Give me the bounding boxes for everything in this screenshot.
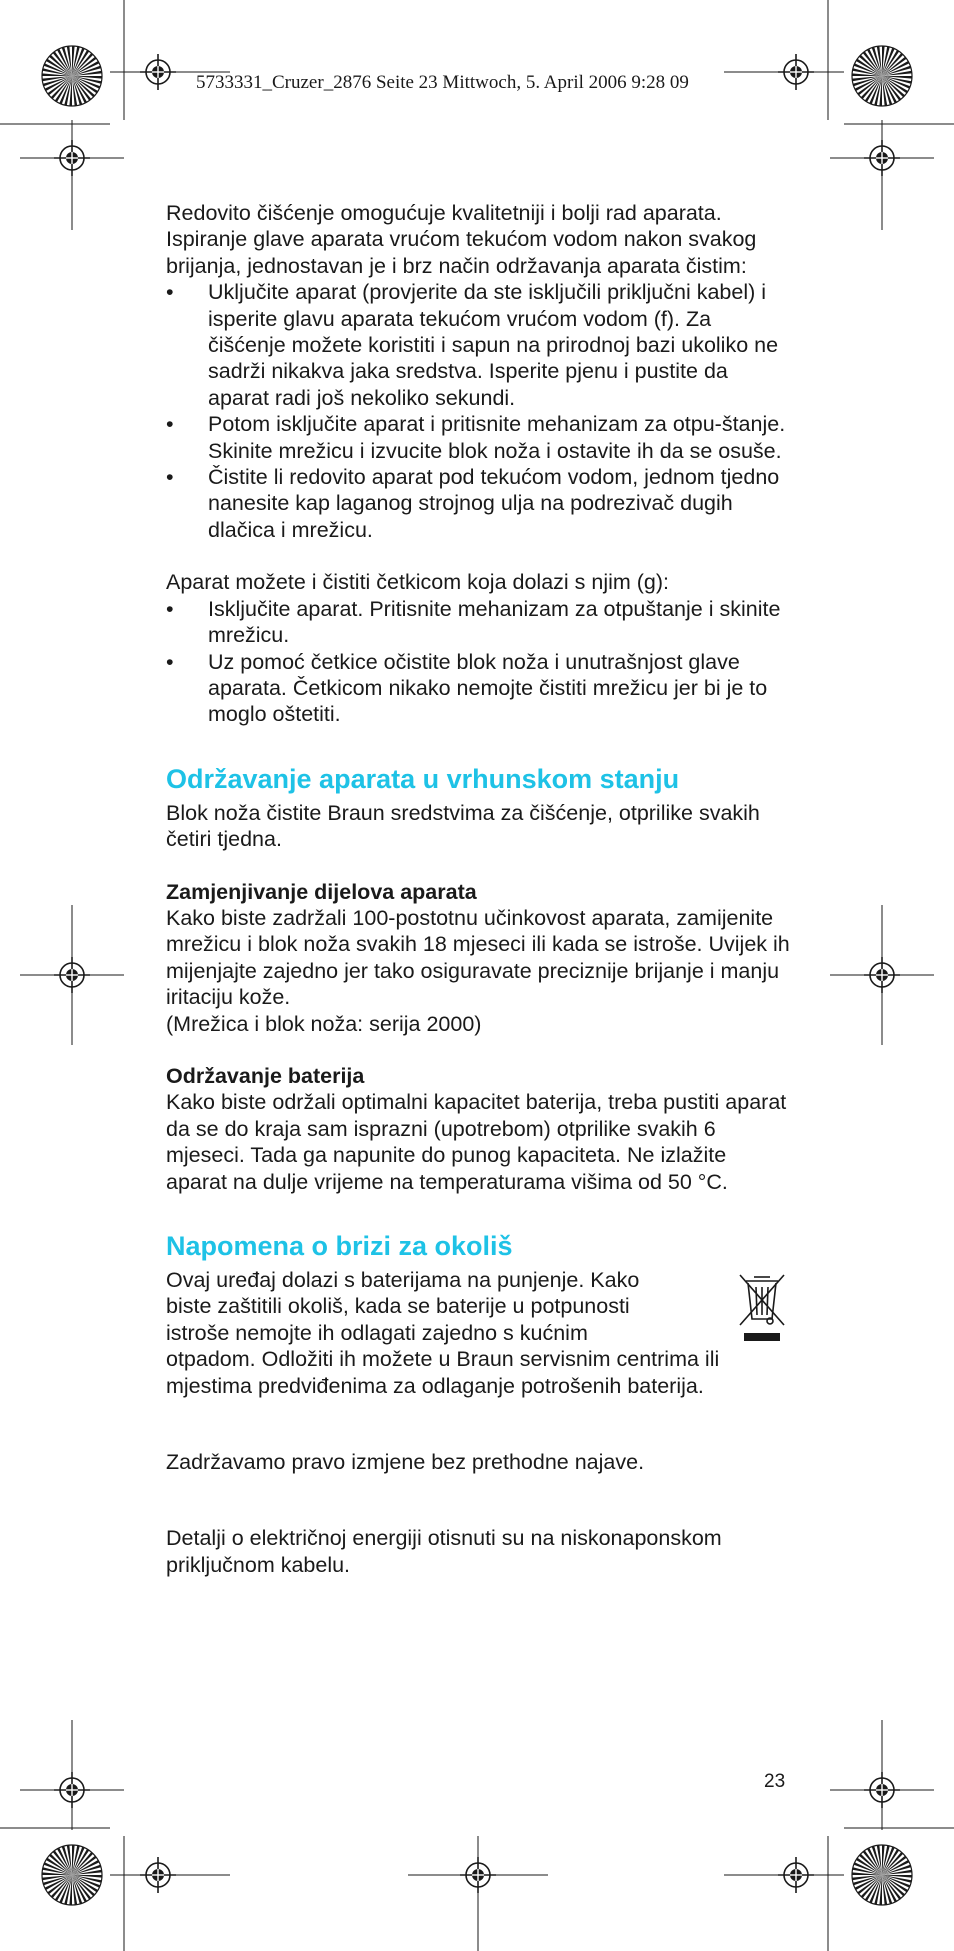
brush-paragraph: Aparat možete i čistiti četkicom koja dolazi s njim (g): bbox=[166, 570, 670, 595]
replacement-text: Kako biste zadržali 100-postotnu učinkovost aparata, zamijenite mrežicu i blok noža svakih 18 mjeseci ili kada se istroše. Uvijek ih mijenjajte zajedno jer tako osiguravate preciznije brijanje i manju iritaciju kože. bbox=[166, 905, 790, 1010]
environment-text-rest: otpadom. Odložiti ih možete u Braun servisnim centrima ili mjestima predviđenima za odlaganje potrošenih baterija. bbox=[166, 1347, 720, 1398]
list-item: • Isključite aparat. Pritisnite mehanizam za otpuštanje i skinite mrežicu. bbox=[166, 596, 790, 649]
replacement-note: (Mrežica i blok noža: serija 2000) bbox=[166, 1011, 482, 1036]
list-item: • Čistite li redovito aparat pod tekućom vodom, jednom tjedno nanesite kap laganog strojnog ulja na podrezivač dugih dlačica i mrežicu. bbox=[166, 464, 790, 543]
page-number: 23 bbox=[764, 1771, 786, 1792]
page-content bbox=[166, 200, 790, 1578]
environment-text-line: Ovaj uređaj dolazi s baterijama na punjenje. Kako bbox=[166, 1268, 640, 1292]
maintenance-text: Blok noža čistite Braun sredstvima za čišćenje, otprilike svakih četiri tjedna. bbox=[166, 800, 760, 852]
battery-heading: Održavanje baterija bbox=[166, 1063, 365, 1088]
environment-heading: Napomena o brizi za okoliš bbox=[166, 1231, 513, 1261]
reserve-notice: Zadržavamo pravo izmjene bez prethodne najave. bbox=[166, 1450, 645, 1475]
list-item: • Uz pomoć četkice očistite blok noža i unutrašnjost glave aparata. Četkicom nikako nemojte čistiti mrežicu jer bi je to moglo oštetiti. bbox=[166, 649, 790, 728]
battery-text: Kako biste održali optimalni kapacitet baterija, treba pustiti aparat da se do kraja sam isprazni (upotrebom) otprilike svakih 6 mjeseci. Tada ga napunite do punog kapaciteta. Ne izlažite aparat na dulje vrijeme na temperaturama višima od 50 °C. bbox=[166, 1090, 787, 1194]
environment-section bbox=[166, 1267, 790, 1399]
electrical-notice: Detalji o električnoj energiji otisnuti su na niskonaponskom priključnom kabelu. bbox=[166, 1526, 722, 1577]
star-target-icon bbox=[852, 46, 912, 106]
cleaning-steps-list bbox=[166, 279, 790, 543]
list-item: • Uključite aparat (provjerite da ste isključili priključni kabel) i isperite glavu aparata tekućom vrućom vodom (f). Za čišćenje možete koristiti i sapun na prirodnoj bazi ukoliko ne sadrži nikakva jaka sredstva. Isperite pjenu i pustite da aparat radi još nekoliko sekundi. bbox=[166, 279, 790, 411]
star-target-icon bbox=[852, 1845, 912, 1905]
star-target-icon bbox=[42, 46, 102, 106]
environment-text-line: istroše nemojte ih odlagati zajedno s kućnim bbox=[166, 1320, 588, 1345]
star-target-icon bbox=[42, 1845, 102, 1905]
replacement-heading: Zamjenjivanje dijelova aparata bbox=[166, 879, 477, 904]
list-item: • Potom isključite aparat i pritisnite mehanizam za otpu-štanje. Skinite mrežicu i izvucite blok noža i ostavite ih da se osuše. bbox=[166, 411, 790, 464]
crossed-out-wheelie-bin-icon bbox=[736, 1271, 788, 1345]
maintenance-heading: Održavanje aparata u vrhunskom stanju bbox=[166, 763, 680, 794]
brush-steps-list bbox=[166, 596, 790, 728]
environment-text-line: biste zaštitili okoliš, kada se baterije u potpunosti bbox=[166, 1294, 630, 1319]
print-slug-line: 5733331_Cruzer_2876 Seite 23 Mittwoch, 5. April 2006 9:28 09 bbox=[196, 72, 689, 93]
intro-paragraph: Redovito čišćenje omogućuje kvalitetniji i bolji rad aparata. Ispiranje glave aparata vrućom tekućom vodom nakon svakog brijanja, jednostavan je i brz način održavanja aparata čistim: bbox=[166, 201, 757, 278]
